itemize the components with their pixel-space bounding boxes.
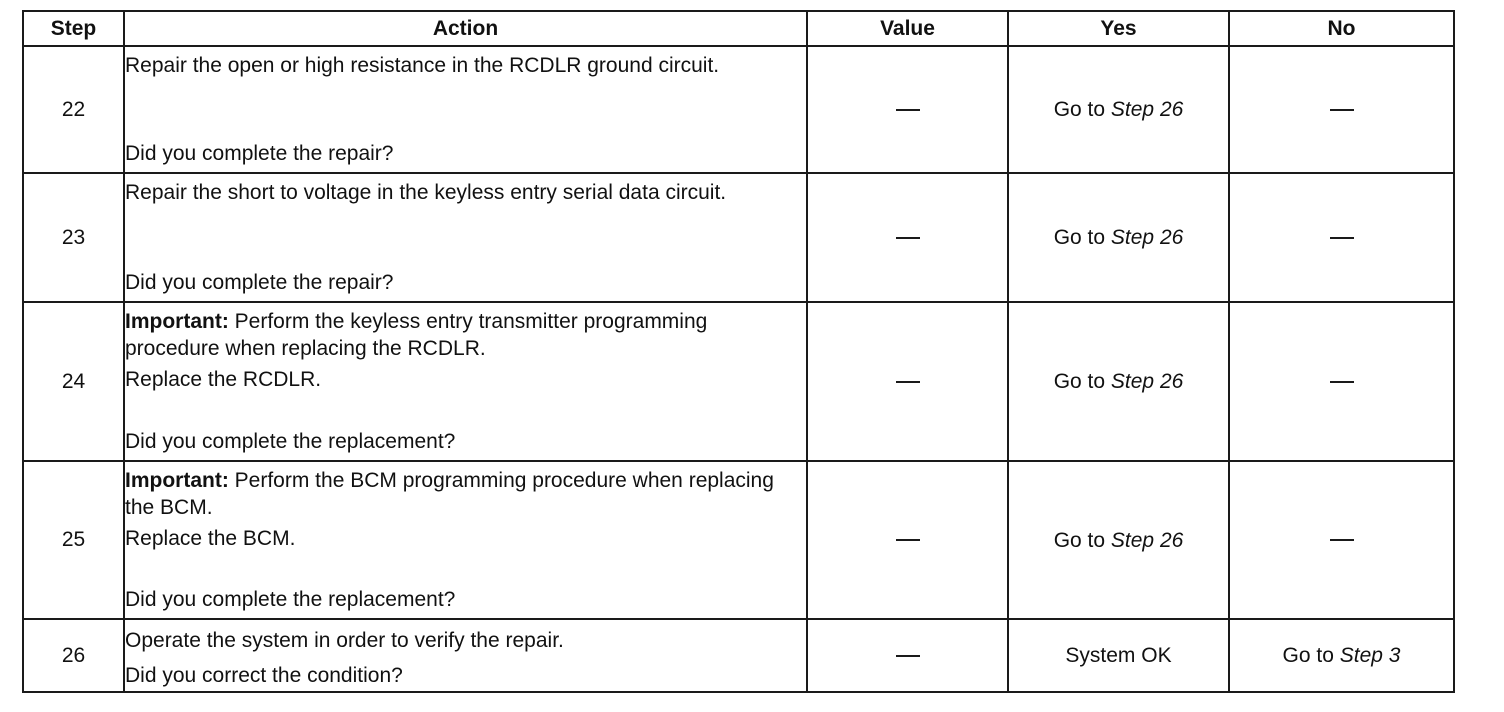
action-cell	[124, 302, 807, 461]
action-cell	[124, 461, 807, 619]
action-question: Did you complete the repair?	[125, 142, 394, 165]
action-question: Did you correct the condition?	[125, 663, 403, 687]
no-cell	[1229, 302, 1454, 461]
yes-system-ok: System OK	[1065, 644, 1172, 667]
yes-cell	[1008, 173, 1229, 302]
no-step-link[interactable]: Step 3	[1339, 644, 1401, 667]
important-label: Important:	[125, 310, 229, 333]
action-cell	[124, 46, 807, 173]
important-label: Important:	[125, 469, 229, 492]
header-row	[23, 11, 1454, 46]
no-go-to: Go to	[1282, 644, 1334, 667]
yes-step-link[interactable]: Step 26	[1110, 528, 1184, 552]
important-text: Perform the keyless entry transmitter programming procedure when replacing the RCDLR.	[125, 310, 708, 360]
table-row-step-24	[23, 302, 1454, 461]
action-question: Did you complete the replacement?	[125, 430, 456, 453]
value-dash	[896, 381, 920, 383]
action-question: Did you complete the replacement?	[125, 588, 456, 611]
value-cell	[807, 173, 1008, 302]
yes-step-link[interactable]: Step 26	[1110, 98, 1184, 121]
value-cell	[807, 302, 1008, 461]
important-note	[125, 308, 806, 362]
no-dash	[1330, 381, 1354, 383]
table-row-step-26	[23, 619, 1454, 692]
yes-go-to: Go to	[1053, 528, 1106, 552]
value-dash	[896, 655, 920, 657]
step-number: 25	[23, 461, 124, 619]
header-action: Action	[124, 11, 807, 46]
step-number: 26	[23, 619, 124, 692]
table-row-step-23	[23, 173, 1454, 302]
value-cell	[807, 46, 1008, 173]
yes-cell	[1008, 46, 1229, 173]
yes-go-to: Go to	[1053, 370, 1106, 393]
action-cell	[124, 173, 807, 302]
action-text: Replace the RCDLR.	[125, 368, 322, 391]
value-dash	[896, 109, 920, 111]
header-value: Value	[807, 11, 1008, 46]
important-text: Perform the BCM programming procedure when replacing the BCM.	[125, 469, 774, 519]
no-cell	[1229, 173, 1454, 302]
value-cell	[807, 461, 1008, 619]
value-cell	[807, 619, 1008, 692]
yes-cell	[1008, 461, 1229, 619]
yes-step-link[interactable]: Step 26	[1110, 370, 1184, 393]
value-dash	[896, 539, 920, 541]
header-yes: Yes	[1008, 11, 1229, 46]
yes-go-to: Go to	[1053, 226, 1106, 249]
no-cell	[1229, 461, 1454, 619]
header-step: Step	[23, 11, 124, 46]
step-number: 24	[23, 302, 124, 461]
yes-go-to: Go to	[1053, 98, 1106, 121]
no-dash	[1330, 109, 1354, 111]
no-cell	[1229, 46, 1454, 173]
diagnostic-table	[22, 10, 1455, 693]
step-number: 22	[23, 46, 124, 173]
no-dash	[1330, 539, 1354, 541]
action-text: Replace the BCM.	[125, 527, 296, 550]
yes-step-link[interactable]: Step 26	[1110, 226, 1184, 249]
important-note	[125, 467, 806, 521]
yes-cell	[1008, 302, 1229, 461]
action-text: Repair the short to voltage in the keyless entry serial data circuit.	[125, 181, 727, 204]
action-cell	[124, 619, 807, 692]
action-text: Repair the open or high resistance in the RCDLR ground circuit.	[125, 54, 720, 77]
step-number: 23	[23, 173, 124, 302]
action-text: Operate the system in order to verify the repair.	[125, 628, 564, 652]
table-row-step-22	[23, 46, 1454, 173]
table-row-step-25	[23, 461, 1454, 619]
header-no: No	[1229, 11, 1454, 46]
value-dash	[896, 237, 920, 239]
no-dash	[1330, 237, 1354, 239]
action-question: Did you complete the repair?	[125, 271, 394, 294]
no-cell	[1229, 619, 1454, 692]
yes-cell	[1008, 619, 1229, 692]
